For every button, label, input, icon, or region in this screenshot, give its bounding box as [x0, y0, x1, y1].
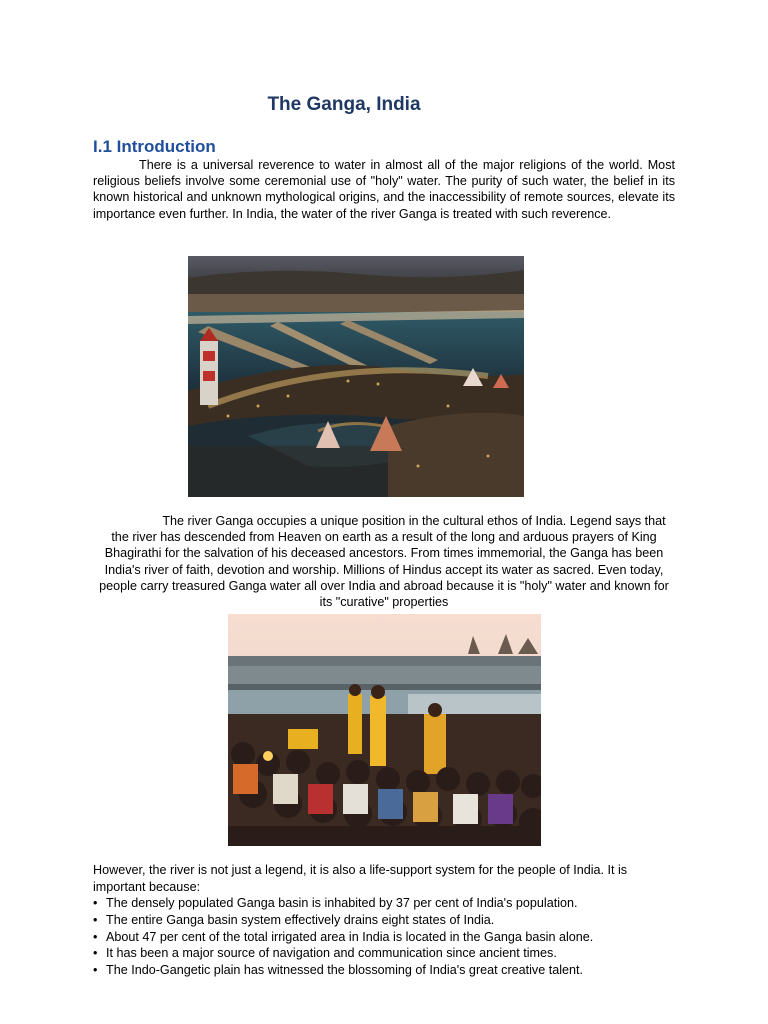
list-item — [93, 962, 693, 979]
list-item-text: The Indo-Gangetic plain has witnessed the blossoming of India's great creative talent. — [106, 963, 584, 978]
list-item — [93, 895, 693, 912]
bullet-icon: • — [93, 912, 98, 927]
ghat-aerial-photo — [188, 256, 524, 497]
legend-paragraph-text: The river Ganga occupies a unique position in the cultural ethos of India. Legend says that the river has descended from Heaven on earth as a result of the long and arduous prayers of King Bhagirathi for the salvation of his deceased ancestors. From times immemorial, the Ganga has been India's river of faith, devotion and worship. Millions of Hindus accept its water as sacred. Even today, people carry treasured Ganga water all over India and abroad because it is "holy" water and known for its "curative" properties — [99, 514, 669, 610]
list-item-text: It has been a major source of navigation and communication since ancient times. — [106, 946, 557, 961]
legend-paragraph — [93, 513, 675, 610]
list-item-text: The densely populated Ganga basin is inhabited by 37 per cent of India's population. — [106, 896, 578, 910]
list-item-text: The entire Ganga basin system effectively drains eight states of India. — [106, 912, 495, 927]
importance-paragraph: However, the river is not just a legend, it is also a life-support system for the people of India. It is important because: — [93, 863, 628, 894]
list-item — [93, 912, 693, 929]
intro-paragraph: There is a universal reverence to water in almost all of the major religions of the world. Most religious beliefs involve some ceremonial use of "holy" water. The purity of such water, the belief in its known historical and unknown mythological origins, and the inaccessibility of remote sources, elevate its importance even further. In India, the water of the river Ganga is treated with such reverence. — [93, 158, 675, 221]
list-item — [93, 945, 693, 962]
bullet-icon: • — [93, 963, 98, 978]
page-title: The Ganga, India — [267, 94, 421, 115]
bullet-icon: • — [93, 946, 98, 961]
section-heading: I.1 Introduction — [93, 137, 216, 156]
bullet-icon: • — [93, 896, 98, 910]
list-item-text: About 47 per cent of the total irrigated area in India is located in the Ganga basin alone. — [106, 929, 594, 944]
importance-list — [93, 895, 693, 979]
list-item — [93, 929, 693, 946]
bullet-icon: • — [93, 929, 98, 944]
crowd-ceremony-photo — [228, 614, 541, 846]
